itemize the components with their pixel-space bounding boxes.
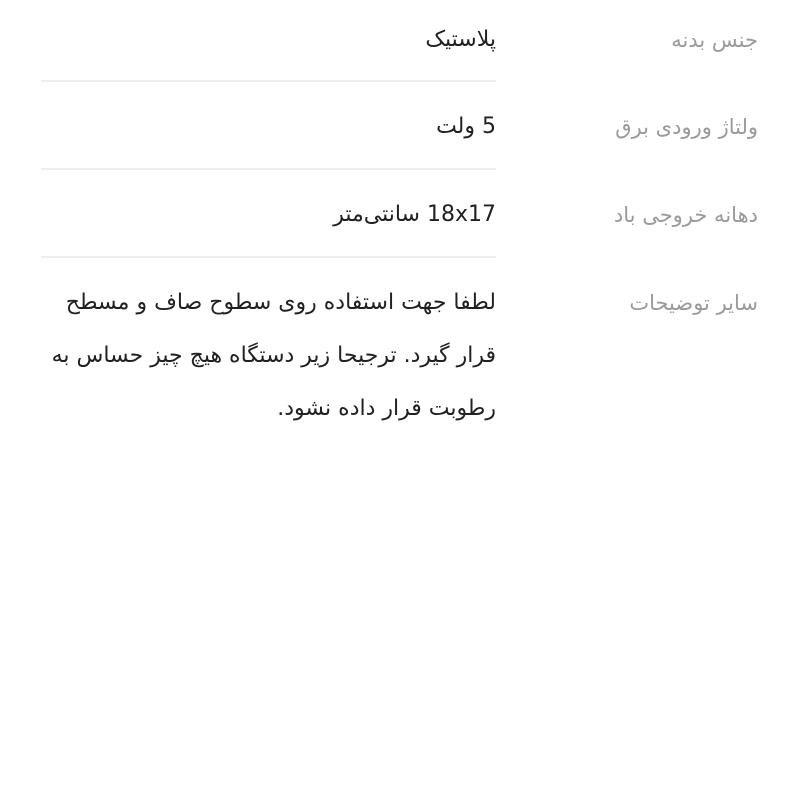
spec-label: جنس بدنه — [671, 28, 758, 52]
spec-value: 18x17 سانتی‌متر — [333, 202, 496, 227]
spec-label: سایر توضیحات — [629, 291, 758, 315]
spec-value: 5 ولت — [436, 114, 496, 139]
spec-value: پلاستیک — [425, 27, 496, 52]
divider — [41, 80, 496, 82]
divider — [41, 168, 496, 170]
divider — [41, 256, 496, 258]
spec-value-description: لطفا جهت استفاده روی سطوح صاف و مسطح قرار گیرد. ترجیحا زیر دستگاه هیچ چیز حساس به رطوبت قرار داده نشود. — [51, 290, 496, 421]
spec-label: ولتاژ ورودی برق — [615, 115, 758, 139]
spec-label: دهانه خروجی باد — [613, 203, 758, 227]
